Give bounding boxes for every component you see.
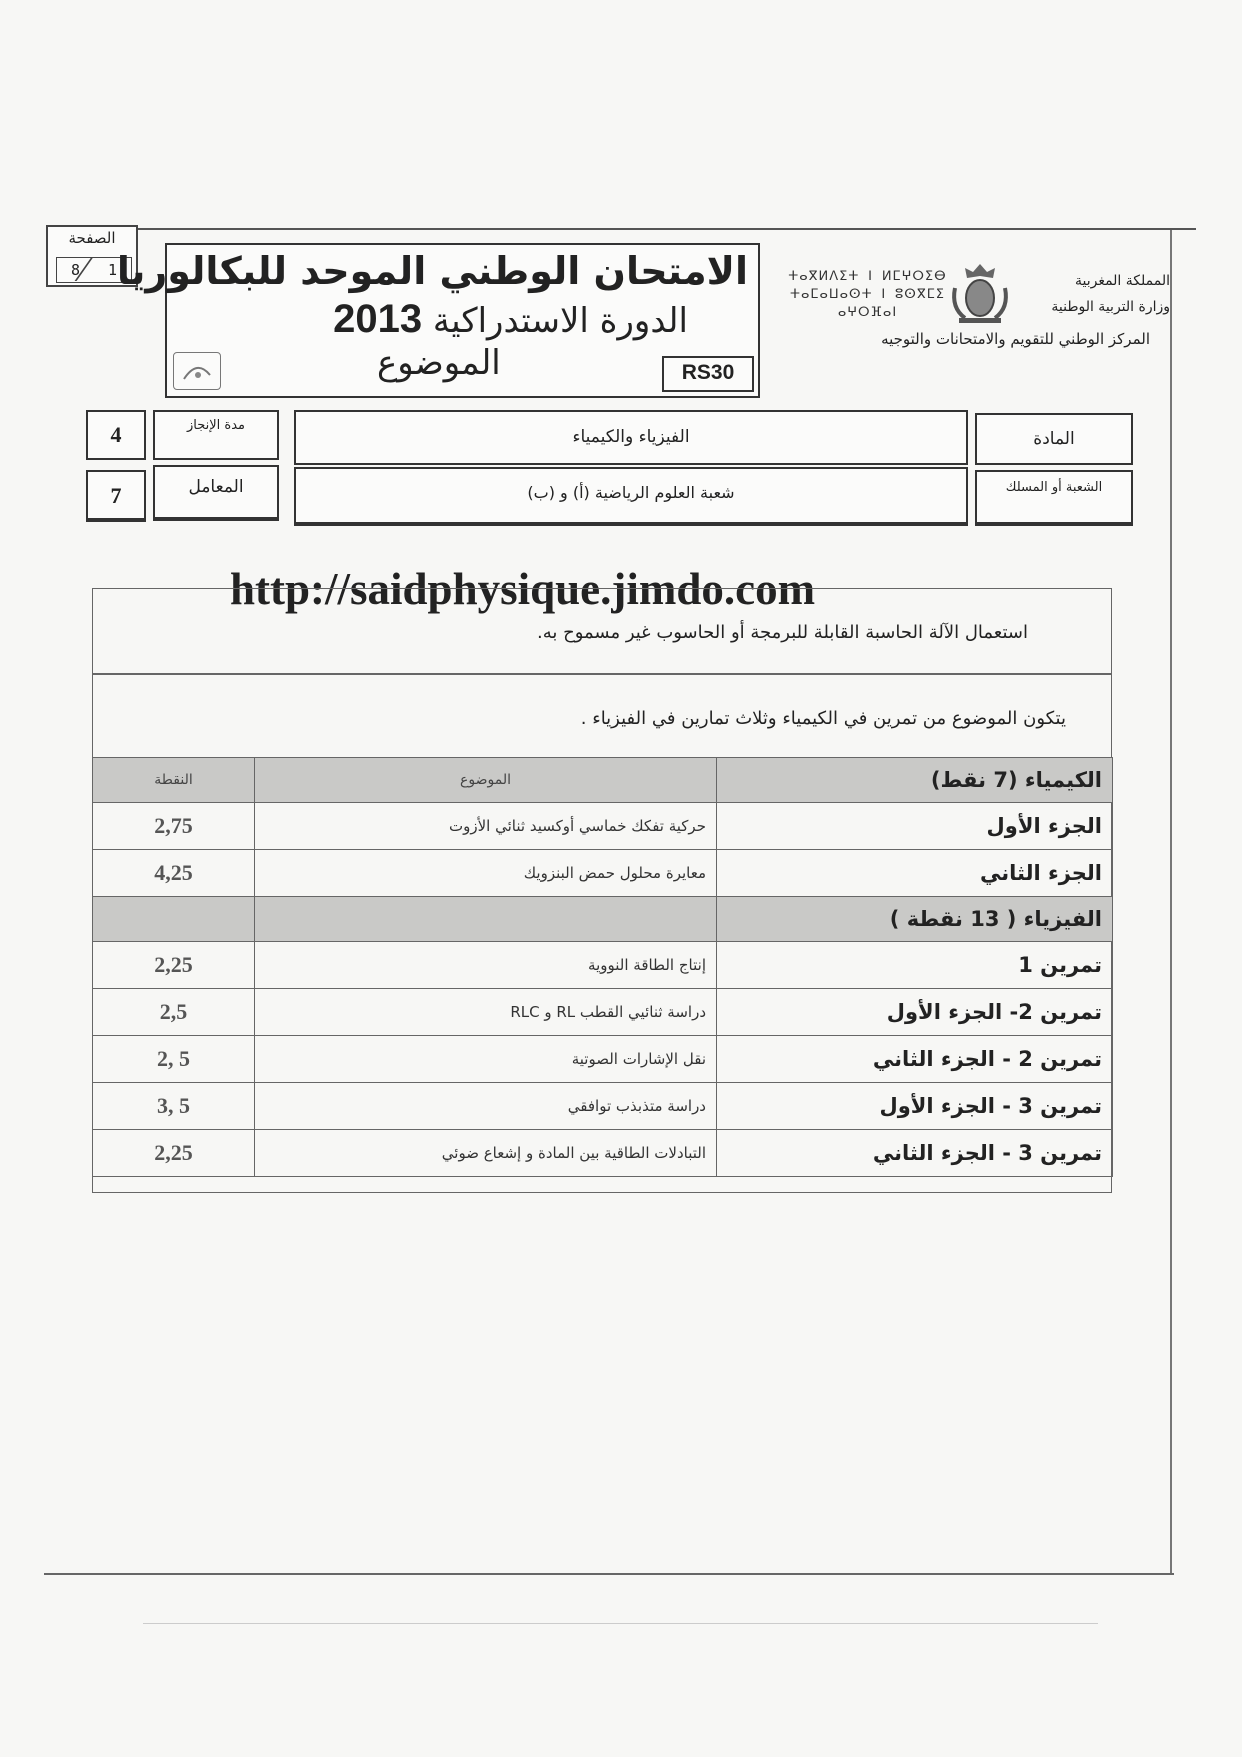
row-subject: حركية تفكك خماسي أوكسيد ثنائي الأزوت (255, 803, 717, 850)
table-row (93, 803, 1113, 850)
header-blank-cell (93, 897, 255, 942)
row-points: 2,25 (93, 942, 255, 989)
exam-session-line (303, 297, 688, 342)
row-part: تمرين 2 - الجزء الثاني (717, 1036, 1113, 1083)
points-column-header: النقطة (93, 758, 255, 803)
duration-value: 4 (86, 410, 146, 460)
header-blank-cell (255, 897, 717, 942)
row-part: الجزء الثاني (717, 850, 1113, 897)
chemistry-header: الكيمياء (7 نقط) (717, 758, 1113, 803)
composition-note: يتكون الموضوع من تمرين في الكيمياء وثلاث تمارين في الفيزياء . (580, 708, 1066, 729)
subject-label: المادة (975, 413, 1133, 465)
row-points: 2,5 (93, 989, 255, 1036)
calculator-note: استعمال الآلة الحاسبة القابلة للبرمجة أو الحاسوب غير مسموح به. (536, 622, 1028, 643)
exam-title-box (116, 243, 760, 398)
row-subject: دراسة متذبذب توافقي (255, 1083, 717, 1130)
page-right-edge (1170, 230, 1172, 1575)
tifinagh-line: ⵜⴰⵎⴰⵡⴰⵙⵜ ⵏ ⵓⵙⴳⵎⵉ (790, 287, 945, 302)
row-points: 3, 5 (93, 1083, 255, 1130)
tifinagh-line: ⴰⵖⵔⴼⴰⵏ (837, 305, 898, 320)
exam-session: الدورة الاستدراكية (432, 301, 688, 341)
row-part: تمرين 2- الجزء الأول (717, 989, 1113, 1036)
table-row (93, 942, 1113, 989)
row-points: 4,25 (93, 850, 255, 897)
table-row (93, 989, 1113, 1036)
small-logo-icon (173, 352, 221, 390)
national-center-name: المركز الوطني للتقويم والامتحانات والتوجيه (881, 330, 1150, 348)
ministry-name (1010, 268, 1170, 320)
tifinagh-line: ⵜⴰⴳⵍⴷⵉⵜ ⵏ ⵍⵎⵖⵔⵉⴱ (788, 269, 947, 284)
row-part: تمرين 3 - الجزء الثاني (717, 1130, 1113, 1177)
row-part: الجزء الأول (717, 803, 1113, 850)
row-subject: التبادلات الطاقية بين المادة و إشعاع ضوئي (255, 1130, 717, 1177)
ministry-line: المملكة المغربية (1074, 273, 1170, 289)
table-row (93, 1036, 1113, 1083)
subject-column-header: الموضوع (255, 758, 717, 803)
row-points: 2, 5 (93, 1036, 255, 1083)
row-subject: نقل الإشارات الصوتية (255, 1036, 717, 1083)
row-part: تمرين 1 (717, 942, 1113, 989)
row-subject: معايرة محلول حمض البنزويك (255, 850, 717, 897)
table-row (93, 1083, 1113, 1130)
royal-emblem-icon (945, 258, 1015, 328)
page-label: الصفحة (68, 229, 116, 247)
chemistry-header-row (93, 758, 1113, 803)
row-subject: إنتاج الطاقة النووية (255, 942, 717, 989)
frame-divider (92, 673, 1112, 675)
coefficient-label: المعامل (153, 465, 279, 521)
duration-label: مدة الإنجاز (153, 410, 279, 460)
bottom-rule (44, 1573, 1174, 1575)
exam-title: الامتحان الوطني الموحد للبكالوريا (116, 249, 748, 293)
table-row (93, 850, 1113, 897)
ministry-line: وزارة التربية الوطنية (1051, 299, 1170, 315)
footer-rule (143, 1623, 1098, 1624)
tifinagh-heading (780, 268, 955, 322)
physics-header-row (93, 897, 1113, 942)
page-current: 1 (107, 261, 118, 279)
points-table (92, 757, 1113, 1177)
exam-year: 2013 (333, 297, 423, 341)
row-part: تمرين 3 - الجزء الأول (717, 1083, 1113, 1130)
row-subject: دراسة ثنائيي القطب RL و RLC (255, 989, 717, 1036)
coefficient-value: 7 (86, 470, 146, 522)
physics-header: الفيزياء ( 13 نقطة ) (717, 897, 1113, 942)
row-points: 2,75 (93, 803, 255, 850)
branch-label: الشعبة أو المسلك (975, 470, 1133, 526)
table-row (93, 1130, 1113, 1177)
branch-value: شعبة العلوم الرياضية (أ) و (ب) (294, 467, 968, 526)
exam-subject-word: الموضوع (377, 343, 501, 383)
page-total: 8 (70, 261, 81, 279)
subject-value: الفيزياء والكيمياء (294, 410, 968, 465)
exam-code: RS30 (662, 356, 754, 392)
source-url: http://saidphysique.jimdo.com (230, 564, 816, 614)
row-points: 2,25 (93, 1130, 255, 1177)
header-top-rule (46, 228, 1196, 230)
